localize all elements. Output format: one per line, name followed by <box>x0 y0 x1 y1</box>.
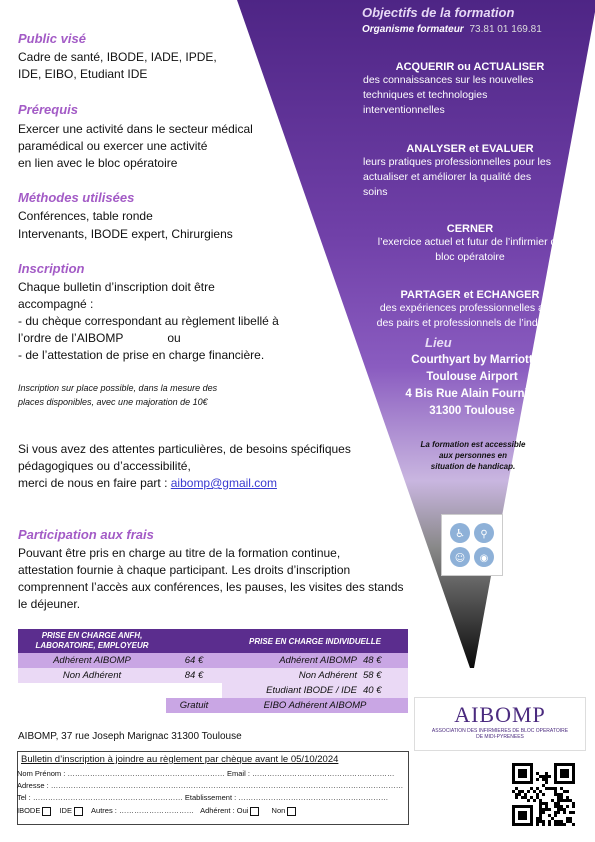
form-tel-etab[interactable]: Tel : …………………………………………………… Etablissement : …………………………………………………… <box>17 793 389 802</box>
qr-module <box>566 790 569 793</box>
email-link[interactable]: aibomp@gmail.com <box>170 476 277 490</box>
qr-module <box>515 793 518 796</box>
fees-header-left-line: PRISE EN CHARGE ANFH, <box>41 631 143 640</box>
qr-module <box>539 814 542 817</box>
qr-module <box>548 808 551 811</box>
inscription-order: l’ordre de l’AIBOMP <box>18 331 124 345</box>
methods-line: Conférences, table ronde <box>18 209 153 223</box>
qr-module <box>554 823 557 826</box>
qr-module <box>548 820 551 823</box>
qr-module <box>557 823 560 826</box>
objective-head: ACQUERIR ou ACTUALISER <box>395 61 545 73</box>
qr-module <box>533 790 536 793</box>
qr-module <box>548 814 551 817</box>
qr-module <box>536 796 539 799</box>
qr-module <box>557 811 560 814</box>
qr-finder <box>518 811 527 820</box>
inscription-text <box>18 279 279 364</box>
qr-module <box>563 808 566 811</box>
objective-block-1 <box>355 61 585 118</box>
qr-module <box>524 796 527 799</box>
objective-text <box>363 155 585 200</box>
qr-module <box>542 808 545 811</box>
qr-module <box>554 805 557 808</box>
qr-module <box>560 808 563 811</box>
qr-module <box>569 799 572 802</box>
inscription-note <box>18 381 217 409</box>
qr-module <box>536 778 539 781</box>
accessible-line: La formation est accessible <box>420 440 526 449</box>
qr-module <box>542 778 545 781</box>
svg-text:◉: ◉ <box>479 553 489 564</box>
qr-module <box>572 802 575 805</box>
lieu-title: Lieu <box>425 335 452 350</box>
objective-line: leurs pratiques professionnelles pour les <box>363 156 551 168</box>
lieu-line: Courthyart by Marriott <box>411 354 533 366</box>
autres-label: Autres : ………………………… <box>91 806 194 815</box>
prereq-line: paramédical ou exercer une activité <box>18 139 208 153</box>
aibomp-logo <box>414 697 586 751</box>
qr-module <box>545 802 548 805</box>
qr-module <box>560 796 563 799</box>
objective-line: des connaissances sur les nouvelles <box>363 74 534 86</box>
fee-left-price: Gratuit <box>166 698 222 713</box>
accessible-line: situation de handicap. <box>430 462 516 471</box>
qr-module <box>560 787 563 790</box>
fees-table <box>18 629 408 713</box>
fee-right-label: Non Adhérent <box>222 668 363 683</box>
qr-module <box>536 772 539 775</box>
fees-header-left <box>18 629 166 653</box>
qr-finder <box>518 769 527 778</box>
fee-left-label <box>18 698 166 713</box>
objective-block-2 <box>355 143 585 200</box>
qr-module <box>554 793 557 796</box>
qr-module <box>539 808 542 811</box>
ibode-label: IBODE <box>17 806 41 815</box>
qr-module <box>551 817 554 820</box>
note-line: Inscription sur place possible, dans la mesure des <box>18 383 218 393</box>
qr-module <box>563 811 566 814</box>
qr-module <box>539 817 542 820</box>
inscription-line: Chaque bulletin d’inscription doit être <box>18 280 215 294</box>
qr-module <box>545 781 548 784</box>
fees-header-gap <box>166 629 222 653</box>
qr-module <box>545 772 548 775</box>
non-label: Non <box>271 806 286 815</box>
qr-module <box>554 814 557 817</box>
qr-module <box>530 796 533 799</box>
attentes-line <box>18 475 351 492</box>
qr-module <box>542 811 545 814</box>
public-text <box>18 49 217 83</box>
form-name-email[interactable]: Nom Prénom : ……………………………………………………… Email : ………………………………………………… <box>17 769 395 778</box>
qr-module <box>566 799 569 802</box>
qr-code <box>509 762 579 828</box>
fee-left-label: Non Adhérent <box>18 668 166 683</box>
qr-module <box>536 793 539 796</box>
fee-right-label: EIBO Adhérent AIBOMP <box>222 698 408 713</box>
participation-line: attestation fournie à chaque participant. Les droits d’inscription <box>18 563 351 577</box>
qr-module <box>548 823 551 826</box>
fee-right-label: Etudiant IBODE / IDE <box>222 683 363 698</box>
objective-text <box>363 73 585 118</box>
adherent-label: Adhérent : Oui <box>200 806 249 815</box>
qr-module <box>536 820 539 823</box>
qr-module <box>572 811 575 814</box>
participation-line: Pouvant être pris en charge au titre de la formation continue, <box>18 546 341 560</box>
qr-module <box>545 805 548 808</box>
attentes-contact: merci de nous en faire part : <box>18 476 171 490</box>
qr-module <box>545 787 548 790</box>
qr-module <box>557 820 560 823</box>
qr-module <box>527 799 530 802</box>
lieu-line: 31300 Toulouse <box>429 405 515 417</box>
inscription-title: Inscription <box>18 261 85 276</box>
objectives-title: Objectifs de la formation <box>362 5 515 20</box>
qr-module <box>563 790 566 793</box>
objective-head: CERNER <box>446 223 494 235</box>
prereq-line: Exercer une activité dans le secteur médical <box>18 122 253 136</box>
objective-line: soins <box>363 186 388 198</box>
qr-module <box>539 775 542 778</box>
fee-left-price: 84 € <box>166 668 222 683</box>
address: AIBOMP, 37 rue Joseph Marignac 31300 Toulouse <box>18 731 242 742</box>
organisme-number: 73.81 01 169.81 <box>469 24 542 35</box>
ibode-checkbox[interactable] <box>42 807 51 816</box>
qr-module <box>566 817 569 820</box>
objective-block-4 <box>355 289 585 331</box>
qr-module <box>572 805 575 808</box>
qr-module <box>521 796 524 799</box>
qr-module <box>554 790 557 793</box>
svg-text:⚲: ⚲ <box>480 529 488 540</box>
qr-module <box>569 811 572 814</box>
qr-module <box>542 802 545 805</box>
qr-module <box>515 796 518 799</box>
lieu-line: Toulouse Airport <box>426 371 518 383</box>
objective-text <box>355 235 585 265</box>
qr-module <box>569 820 572 823</box>
qr-module <box>545 778 548 781</box>
fee-left-label <box>18 683 166 698</box>
qr-module <box>557 796 560 799</box>
qr-module <box>554 802 557 805</box>
qr-module <box>548 775 551 778</box>
participation-line: comprennent l’accès aux conférences, les pauses, les visites des stands <box>18 580 404 594</box>
qr-module <box>566 805 569 808</box>
objective-head: PARTAGER et ECHANGER <box>400 289 540 301</box>
qr-module <box>536 817 539 820</box>
qr-module <box>539 799 542 802</box>
ide-checkbox[interactable] <box>74 807 83 816</box>
qr-module <box>560 820 563 823</box>
form-options <box>17 806 298 816</box>
objective-text <box>355 301 585 331</box>
prereq-title: Prérequis <box>18 102 78 117</box>
accessible-note <box>403 439 543 472</box>
objective-line: bloc opératoire <box>435 251 505 263</box>
adherent-oui-checkbox[interactable] <box>250 807 259 816</box>
qr-module <box>542 823 545 826</box>
fee-right-price: 40 € <box>363 683 408 698</box>
lieu-address <box>372 352 572 420</box>
qr-module <box>536 823 539 826</box>
qr-module <box>542 820 545 823</box>
qr-module <box>518 793 521 796</box>
qr-module <box>566 820 569 823</box>
qr-module <box>521 790 524 793</box>
svg-text:☺: ☺ <box>454 553 466 564</box>
qr-module <box>554 787 557 790</box>
qr-module <box>527 790 530 793</box>
qr-module <box>557 805 560 808</box>
form-address[interactable]: Adresse : …………………………………………………………………………………………………………………………… <box>17 781 404 790</box>
fee-left-price <box>166 683 222 698</box>
qr-module <box>539 790 542 793</box>
inscription-line: - de l’attestation de prise en charge financière. <box>18 348 265 362</box>
qr-module <box>563 823 566 826</box>
qr-module <box>512 790 515 793</box>
svg-text:♿: ♿ <box>455 527 465 540</box>
qr-module <box>542 793 545 796</box>
participation-line: le déjeuner. <box>18 597 81 611</box>
qr-module <box>536 787 539 790</box>
qr-module <box>533 799 536 802</box>
qr-module <box>572 823 575 826</box>
note-line: places disponibles, avec une majoration de 10€ <box>18 397 208 407</box>
fee-right-label: Adhérent AIBOMP <box>222 653 363 668</box>
qr-module <box>560 823 563 826</box>
inscription-line: accompagné : <box>18 297 94 311</box>
fee-right-price: 48 € <box>363 653 408 668</box>
qr-module <box>545 808 548 811</box>
qr-module <box>542 775 545 778</box>
qr-module <box>560 799 563 802</box>
qr-module <box>560 793 563 796</box>
logo-text: AIBOMP <box>454 702 546 727</box>
fee-left-price: 64 € <box>166 653 222 668</box>
qr-module <box>539 811 542 814</box>
methods-title: Méthodes utilisées <box>18 190 135 205</box>
qr-module <box>515 787 518 790</box>
prereq-text <box>18 121 253 172</box>
methods-text <box>18 208 233 243</box>
objective-line: l’exercice actuel et futur de l’infirmier de <box>377 236 563 248</box>
qr-module <box>524 793 527 796</box>
logo-subtitle-line: ASSOCIATION DES INFIRMIERES DE BLOC OPERATOIRE <box>431 728 569 734</box>
accessible-line: aux personnes en <box>438 451 508 460</box>
qr-module <box>566 796 569 799</box>
inscription-ou: ou <box>167 331 181 345</box>
form-title: Bulletin d’inscription à joindre au règlement par chèque avant le 05/10/2024 <box>21 754 339 765</box>
fee-right-price: 58 € <box>363 668 408 683</box>
public-title: Public visé <box>18 31 86 46</box>
fees-header-left-line: LABORATOIRE, EMPLOYEUR <box>35 641 149 650</box>
attentes-line: pédagogiques ou d’accessibilité, <box>18 459 191 473</box>
qr-module <box>563 799 566 802</box>
public-line: IDE, EIBO, Etudiant IDE <box>18 67 148 81</box>
organisme-line <box>362 24 542 35</box>
qr-module <box>539 802 542 805</box>
objective-line: des expériences professionnelles avec <box>379 302 561 314</box>
logo-subtitle-line: DE MIDI-PYRENEES <box>476 734 524 740</box>
accessibility-icon <box>441 514 503 576</box>
organisme-label: Organisme formateur <box>362 24 464 35</box>
objective-line: techniques et technologies <box>363 89 488 101</box>
qr-module <box>551 799 554 802</box>
qr-module <box>557 799 560 802</box>
qr-finder <box>560 769 569 778</box>
prereq-line: en lien avec le bloc opératoire <box>18 156 178 170</box>
qr-module <box>539 805 542 808</box>
methods-line: Intervenants, IBODE expert, Chirurgiens <box>18 227 233 241</box>
public-line: Cadre de santé, IBODE, IADE, IPDE, <box>18 50 217 64</box>
lieu-line: 4 Bis Rue Alain Fournier <box>405 388 539 400</box>
objective-block-3 <box>355 223 585 265</box>
qr-module <box>551 787 554 790</box>
inscription-line: - du chèque correspondant au règlement libellé à <box>18 314 279 328</box>
attentes-text <box>18 441 351 492</box>
fee-left-label: Adhérent AIBOMP <box>18 653 166 668</box>
ide-label: IDE <box>59 806 72 815</box>
objective-line: interventionnelles <box>363 104 445 116</box>
qr-module <box>545 775 548 778</box>
logo-subtitle <box>415 728 585 740</box>
objective-head: ANALYSER et EVALUER <box>406 143 534 155</box>
qr-module <box>569 817 572 820</box>
adherent-non-checkbox[interactable] <box>287 807 296 816</box>
qr-module <box>554 820 557 823</box>
qr-module <box>518 790 521 793</box>
fees-header-right: PRISE EN CHARGE INDIVIDUELLE <box>222 629 408 653</box>
qr-module <box>554 811 557 814</box>
qr-module <box>539 820 542 823</box>
participation-text <box>18 545 404 613</box>
qr-module <box>530 787 533 790</box>
inscription-line <box>18 330 279 347</box>
qr-module <box>557 793 560 796</box>
qr-module <box>548 787 551 790</box>
qr-module <box>557 802 560 805</box>
qr-module <box>560 805 563 808</box>
qr-module <box>542 784 545 787</box>
objective-line: des pairs et professionnels de l’industrie <box>376 317 564 329</box>
participation-title: Participation aux frais <box>18 527 154 542</box>
objective-line: actualiser et améliorer la qualité des <box>363 171 532 183</box>
attentes-line: Si vous avez des attentes particulières, de besoins spécifiques <box>18 442 351 456</box>
qr-module <box>557 808 560 811</box>
